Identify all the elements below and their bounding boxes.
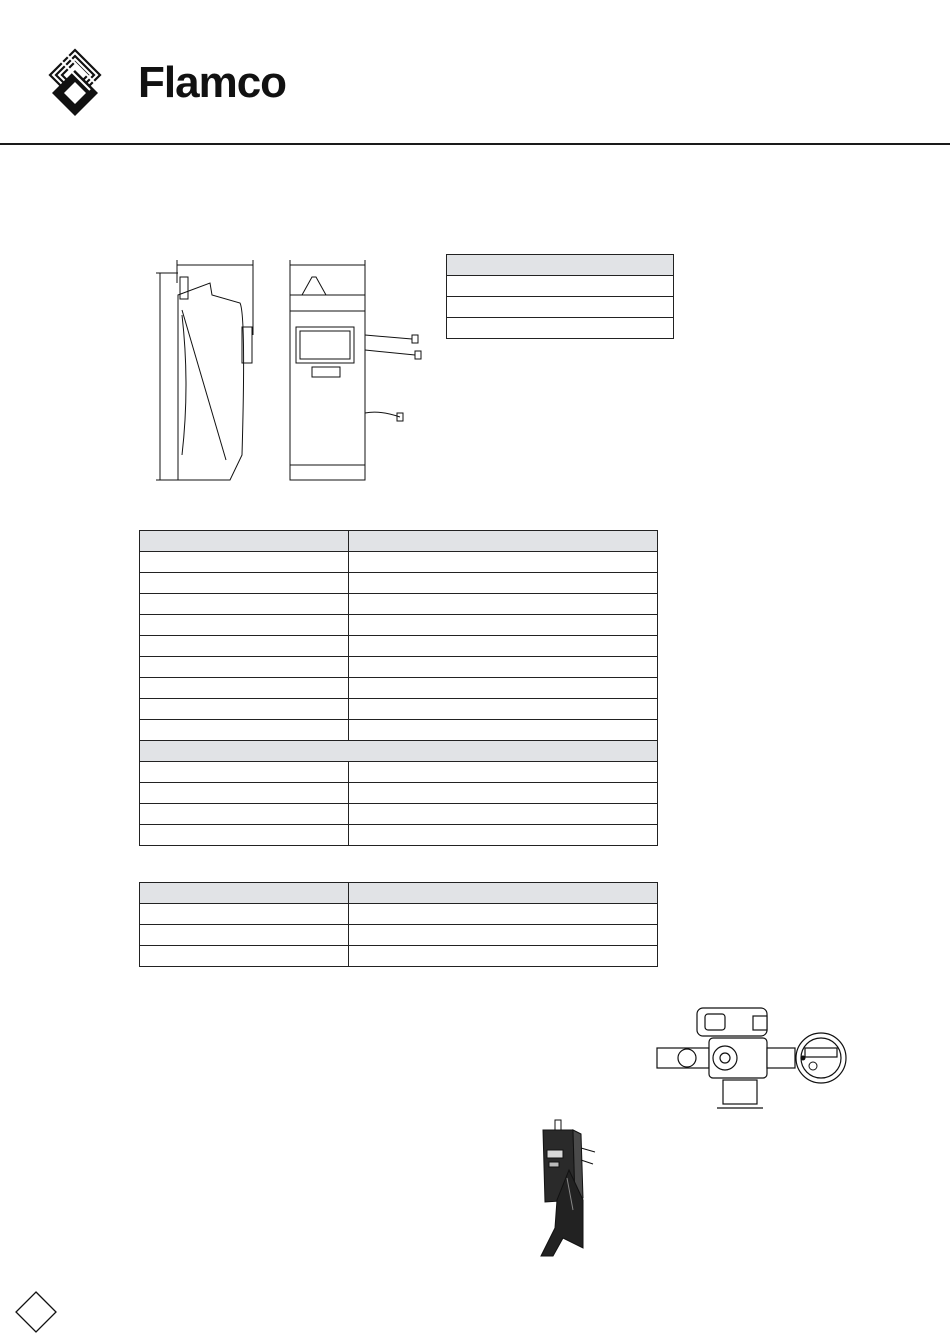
table-section-row <box>140 741 658 762</box>
valve-assembly-illustration <box>655 1000 860 1118</box>
table-cell <box>140 762 349 783</box>
page-number-diamond-icon <box>14 1290 58 1334</box>
filling-unit-illustration <box>525 1118 610 1258</box>
table-cell <box>140 594 349 615</box>
table-row <box>140 946 658 967</box>
table-row <box>140 615 658 636</box>
table-cell <box>349 699 658 720</box>
table-section-cell <box>140 741 658 762</box>
table-row <box>140 678 658 699</box>
technical-drawing <box>150 255 440 490</box>
table-cell <box>140 946 349 967</box>
header-divider <box>0 143 950 145</box>
table-row <box>140 699 658 720</box>
table-row <box>140 825 658 846</box>
table-header-cell <box>140 531 349 552</box>
table-cell <box>447 318 674 339</box>
table-row <box>140 783 658 804</box>
table-cell <box>140 925 349 946</box>
table-cell <box>349 925 658 946</box>
table-cell <box>140 636 349 657</box>
flamco-logo-icon <box>48 48 102 120</box>
table-cell <box>349 762 658 783</box>
table-cell <box>447 297 674 318</box>
table-cell <box>140 904 349 925</box>
table-cell <box>349 615 658 636</box>
table-header-cell <box>140 883 349 904</box>
table-cell <box>140 615 349 636</box>
table-cell <box>349 783 658 804</box>
table-cell <box>140 825 349 846</box>
table-cell <box>349 678 658 699</box>
table-row <box>140 762 658 783</box>
table-cell <box>349 573 658 594</box>
table-cell <box>349 552 658 573</box>
table-cell <box>140 804 349 825</box>
table-row <box>140 804 658 825</box>
table-cell <box>140 573 349 594</box>
table-cell <box>349 804 658 825</box>
table-cell <box>349 636 658 657</box>
table-row <box>140 594 658 615</box>
table-row <box>140 657 658 678</box>
table-cell <box>140 783 349 804</box>
table-header-row <box>140 531 658 552</box>
table-row <box>140 925 658 946</box>
table-row <box>140 552 658 573</box>
table-cell <box>140 720 349 741</box>
table-cell <box>349 720 658 741</box>
table-cell <box>447 255 674 276</box>
table-cell <box>140 552 349 573</box>
table-cell <box>349 946 658 967</box>
table-cell <box>140 678 349 699</box>
table-cell <box>447 276 674 297</box>
table-row <box>140 573 658 594</box>
table-row <box>140 636 658 657</box>
table-row <box>140 720 658 741</box>
table-cell <box>140 699 349 720</box>
page-header <box>0 0 950 145</box>
spec-table-main <box>139 530 658 846</box>
table-cell <box>349 594 658 615</box>
spec-table-second <box>139 882 658 967</box>
table-cell <box>349 657 658 678</box>
table-header-cell <box>349 883 658 904</box>
table-cell <box>349 825 658 846</box>
table-header-cell <box>349 531 658 552</box>
table-cell <box>349 904 658 925</box>
table-cell <box>140 657 349 678</box>
brand-name: Flamco <box>138 58 287 107</box>
table-row <box>140 904 658 925</box>
table-header-row <box>140 883 658 904</box>
spec-table-small <box>446 254 674 339</box>
